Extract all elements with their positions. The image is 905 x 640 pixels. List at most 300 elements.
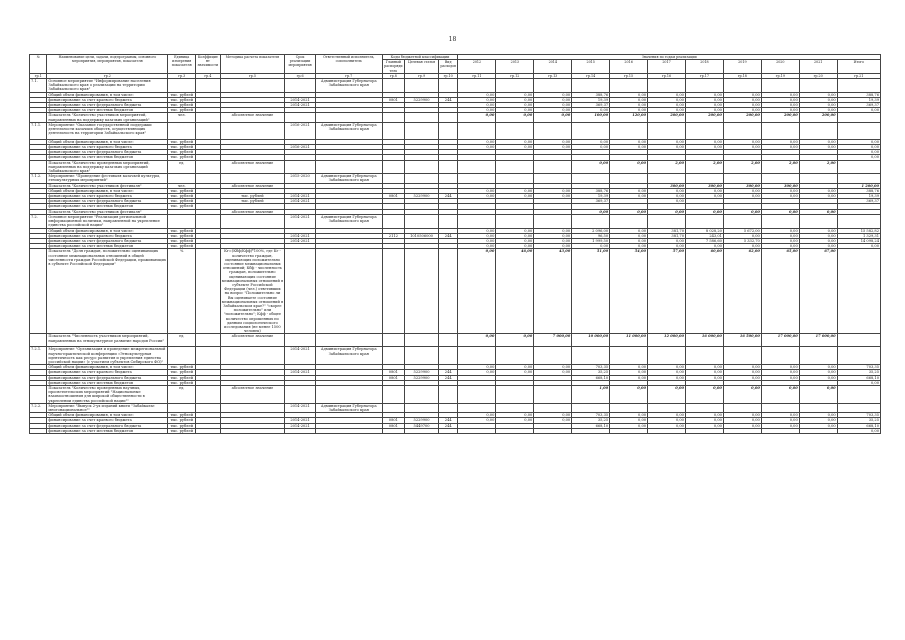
row-year-value bbox=[534, 160, 572, 174]
row-year-value bbox=[496, 347, 534, 365]
row-year-value: 0,00 bbox=[685, 413, 723, 418]
header-year: 2012 bbox=[458, 60, 496, 74]
row-term bbox=[285, 334, 316, 347]
row-year-value: 0,00 bbox=[648, 92, 686, 97]
row-year-value: 0,00 bbox=[648, 418, 686, 423]
row-year-value: 19,39 bbox=[572, 97, 610, 102]
row-admin-code bbox=[382, 403, 405, 412]
table-row bbox=[30, 347, 881, 365]
row-year-value: 0,00 bbox=[496, 103, 534, 108]
row-year-value: 0,00 bbox=[572, 139, 610, 144]
row-year-value: 0,00 bbox=[685, 139, 723, 144]
header-year: 2020 bbox=[761, 60, 799, 74]
row-coef bbox=[196, 428, 221, 433]
row-year-value: 5 672,00 bbox=[723, 228, 761, 233]
row-term: 2014-2021 bbox=[285, 214, 316, 228]
row-method bbox=[220, 347, 285, 365]
row-year-value: 0,00 bbox=[799, 233, 837, 238]
row-total: 0,00 bbox=[837, 155, 880, 160]
row-target-code bbox=[405, 428, 439, 433]
row-year-value: 0,00 bbox=[648, 97, 686, 102]
row-name: Общий объем финансирования, в том числе: bbox=[47, 413, 168, 418]
column-number: гр.1 bbox=[30, 73, 47, 78]
row-year-value: 0,00 bbox=[534, 103, 572, 108]
row-year-value: 0,00 bbox=[761, 238, 799, 243]
row-year-value: 0,00 bbox=[799, 97, 837, 102]
row-year-value: 0,00 bbox=[610, 209, 648, 214]
row-name: финансирование за счет местных бюджетов bbox=[47, 108, 168, 113]
row-year-value: 0,00 bbox=[496, 233, 534, 238]
row-type-code: 244 bbox=[438, 375, 457, 380]
row-year-value: 0,00 bbox=[799, 92, 837, 97]
row-target-code bbox=[405, 113, 439, 122]
row-year-value: 0,00 bbox=[610, 423, 648, 428]
row-unit: тыс. рублей bbox=[168, 375, 196, 380]
row-year-value: 0,00 bbox=[799, 108, 837, 113]
row-year-value: 35,25 bbox=[572, 370, 610, 375]
row-year-value: 51,00 bbox=[572, 249, 610, 334]
row-target-code bbox=[405, 160, 439, 174]
row-year-value: 0,00 bbox=[799, 365, 837, 370]
column-number: гр.12 bbox=[496, 73, 534, 78]
row-year-value: 0,00 bbox=[496, 113, 534, 122]
row-responsible: Администрация Губернатора Забайкальского края bbox=[315, 122, 382, 139]
table-row bbox=[30, 160, 881, 174]
row-target-code bbox=[405, 214, 439, 228]
header-year: 2014 bbox=[534, 60, 572, 74]
row-type-code bbox=[438, 79, 457, 93]
row-year-value: 0,00 bbox=[458, 228, 496, 233]
row-year-value: 0,00 bbox=[761, 188, 799, 193]
row-year-value: 0,00 bbox=[761, 365, 799, 370]
header-year: 2018 bbox=[685, 60, 723, 74]
row-unit: чел. bbox=[168, 183, 196, 188]
row-year-value: 7 000,00 bbox=[534, 334, 572, 347]
row-year-value: 8 028,20 bbox=[685, 228, 723, 233]
row-admin-code bbox=[382, 113, 405, 122]
row-target-code bbox=[405, 174, 439, 183]
row-year-value: 0,00 bbox=[458, 113, 496, 122]
row-year-value: 0,00 bbox=[723, 413, 761, 418]
row-year-value: 0,00 bbox=[648, 244, 686, 249]
row-number: 7.2.1. bbox=[30, 347, 47, 365]
row-admin-code bbox=[382, 122, 405, 139]
row-target-code: 5229900 bbox=[405, 194, 439, 199]
row-total bbox=[837, 113, 880, 122]
row-year-value bbox=[534, 403, 572, 412]
row-unit: тыс. рублей bbox=[168, 155, 196, 160]
row-term: 2014-2021 bbox=[285, 233, 316, 238]
row-year-value: 0,00 bbox=[648, 188, 686, 193]
row-year-value: 0,00 bbox=[458, 334, 496, 347]
row-year-value: 0,00 bbox=[685, 244, 723, 249]
row-year-value: 0,00 bbox=[572, 244, 610, 249]
table-row bbox=[30, 249, 881, 334]
row-target-code bbox=[405, 386, 439, 404]
row-year-value: 0,00 bbox=[610, 375, 648, 380]
row-total bbox=[837, 79, 880, 93]
row-year-value bbox=[496, 174, 534, 183]
row-year-value: 300,00 bbox=[648, 183, 686, 188]
row-admin-code: 0801 bbox=[382, 418, 405, 423]
row-year-value bbox=[761, 347, 799, 365]
row-coef bbox=[196, 403, 221, 412]
row-unit: тыс. рублей bbox=[168, 188, 196, 193]
table-row bbox=[30, 79, 881, 93]
table-row bbox=[30, 122, 881, 139]
row-total: 0,00 bbox=[837, 145, 880, 150]
header-no: № bbox=[30, 55, 47, 74]
row-name: Показатель "Количество участников мероприятий, направленных на поддержку казачьих организаций" bbox=[47, 113, 168, 122]
row-type-code bbox=[438, 334, 457, 347]
row-year-value: 0,00 bbox=[761, 145, 799, 150]
row-year-value: 0,00 bbox=[458, 139, 496, 144]
row-term: 2014-2021 bbox=[285, 347, 316, 365]
row-year-value: 67,00 bbox=[799, 249, 837, 334]
row-year-value: 0,00 bbox=[648, 423, 686, 428]
row-year-value bbox=[572, 174, 610, 183]
row-year-value: 0,00 bbox=[572, 145, 610, 150]
row-year-value: 0,00 bbox=[723, 418, 761, 423]
row-method: абсолютное значение bbox=[220, 183, 285, 188]
row-year-value: 0,00 bbox=[534, 365, 572, 370]
row-year-value: 0,00 bbox=[648, 375, 686, 380]
row-name: финансирование за счет федерального бюджета bbox=[47, 103, 168, 108]
row-year-value bbox=[458, 160, 496, 174]
row-year-value bbox=[572, 122, 610, 139]
row-year-value: 0,00 bbox=[610, 228, 648, 233]
row-year-value: 0,00 bbox=[648, 103, 686, 108]
row-name: финансирование за счет краевого бюджета bbox=[47, 418, 168, 423]
row-year-value: 16 500,00 bbox=[723, 334, 761, 347]
row-year-value: 0,00 bbox=[761, 370, 799, 375]
row-year-value bbox=[610, 174, 648, 183]
row-name: Общий объем финансирования, в том числе: bbox=[47, 139, 168, 144]
row-year-value: 16 000,00 bbox=[685, 334, 723, 347]
row-admin-code: 0801 bbox=[382, 370, 405, 375]
row-total: 15 582,82 bbox=[837, 228, 880, 233]
row-total: 0,00 bbox=[837, 139, 880, 144]
row-year-value bbox=[761, 403, 799, 412]
row-year-value: 0,00 bbox=[458, 108, 496, 113]
row-year-value: 2,00 bbox=[761, 160, 799, 174]
row-year-value: 57,00 bbox=[648, 249, 686, 334]
row-year-value: 0,00 bbox=[761, 103, 799, 108]
row-name: финансирование за счет федерального бюджета bbox=[47, 423, 168, 428]
row-year-value: 243,01 bbox=[685, 233, 723, 238]
row-term: 2014-2021 bbox=[285, 238, 316, 243]
row-year-value bbox=[610, 403, 648, 412]
row-year-value bbox=[799, 174, 837, 183]
row-year-value bbox=[496, 214, 534, 228]
row-year-value: 2,00 bbox=[648, 160, 686, 174]
row-unit: тыс. рублей bbox=[168, 238, 196, 243]
row-number bbox=[30, 428, 47, 433]
row-year-value: 0,00 bbox=[723, 139, 761, 144]
table-row bbox=[30, 403, 881, 412]
row-name: финансирование за счет краевого бюджета bbox=[47, 370, 168, 375]
row-year-value: 7 586,60 bbox=[685, 238, 723, 243]
row-year-value: 0,00 bbox=[458, 145, 496, 150]
row-term: 2016-2021 bbox=[285, 122, 316, 139]
row-year-value: 0,00 bbox=[761, 413, 799, 418]
row-year-value: 369,37 bbox=[572, 199, 610, 204]
row-year-value: 1,00 bbox=[572, 386, 610, 404]
row-year-value: 0,00 bbox=[685, 194, 723, 199]
row-name: Мероприятие "Проведение фестиваля казачьей культуры, этнокультурных мероприятий" bbox=[47, 174, 168, 183]
row-year-value: 0,00 bbox=[534, 194, 572, 199]
row-unit: чел. bbox=[168, 113, 196, 122]
row-year-value bbox=[799, 214, 837, 228]
row-name: финансирование за счет краевого бюджета bbox=[47, 194, 168, 199]
row-year-value bbox=[799, 403, 837, 412]
row-coef bbox=[196, 386, 221, 404]
row-year-value: 19,39 bbox=[572, 194, 610, 199]
row-coef bbox=[196, 113, 221, 122]
row-year-value: 0,00 bbox=[723, 233, 761, 238]
row-year-value: 0,00 bbox=[648, 413, 686, 418]
row-total bbox=[837, 214, 880, 228]
row-method: тыс. рублей bbox=[220, 199, 285, 204]
row-year-value: 0,00 bbox=[723, 386, 761, 404]
row-year-value: 12 000,00 bbox=[648, 334, 686, 347]
row-unit: тыс. рублей bbox=[168, 228, 196, 233]
row-year-value: 5 332,70 bbox=[723, 238, 761, 243]
row-year-value: 0,00 bbox=[685, 108, 723, 113]
row-responsible: Администрация Губернатора Забайкальского края bbox=[315, 214, 382, 228]
row-name: Показатель "Количество проведенных научных, просветительских мероприятий "Национальные взаимоотношения для широкой общественности в укреплении единства российской нации"" bbox=[47, 386, 168, 404]
row-year-value: 0,00 bbox=[458, 188, 496, 193]
row-year-value: 200,00 bbox=[685, 113, 723, 122]
row-unit: тыс. рублей bbox=[168, 150, 196, 155]
row-year-value: 200,00 bbox=[648, 113, 686, 122]
row-unit: тыс. рублей bbox=[168, 145, 196, 150]
row-name: Общий объем финансирования, в том числе: bbox=[47, 228, 168, 233]
row-year-value: 10 000,00 bbox=[572, 334, 610, 347]
header-year: 2013 bbox=[496, 60, 534, 74]
row-year-value: 0,00 bbox=[534, 244, 572, 249]
row-responsible bbox=[315, 249, 382, 334]
row-year-value bbox=[610, 122, 648, 139]
row-year-value: 0,00 bbox=[685, 209, 723, 214]
row-year-value: 300,00 bbox=[723, 183, 761, 188]
row-term bbox=[285, 79, 316, 93]
row-unit bbox=[168, 79, 196, 93]
row-year-value bbox=[648, 403, 686, 412]
row-total: 14 098,24 bbox=[837, 238, 880, 243]
row-year-value: 0,00 bbox=[799, 194, 837, 199]
row-type-code: 244 bbox=[438, 233, 457, 238]
header-method: Методика расчета показателя bbox=[220, 55, 285, 74]
row-year-value: 0,00 bbox=[685, 103, 723, 108]
row-year-value: 0,00 bbox=[534, 418, 572, 423]
row-year-value: 0,00 bbox=[723, 375, 761, 380]
row-year-value: 17 000,00 bbox=[799, 334, 837, 347]
header-resp: Ответственный исполнитель, соисполнитель bbox=[315, 55, 382, 74]
header-year: 2016 bbox=[610, 60, 648, 74]
row-term: 2015-2020 bbox=[285, 174, 316, 183]
row-year-value: 0,00 bbox=[685, 365, 723, 370]
row-year-value: 0,00 bbox=[496, 244, 534, 249]
row-year-value: 0,00 bbox=[534, 188, 572, 193]
row-admin-code bbox=[382, 428, 405, 433]
row-name: Показатель "Количество проведенных мероприятий, направленных на поддержку казачьих организаций Забайкальского края" bbox=[47, 160, 168, 174]
row-year-value bbox=[723, 347, 761, 365]
row-year-value: 0,00 bbox=[610, 244, 648, 249]
row-year-value bbox=[685, 79, 723, 93]
row-year-value: 381,70 bbox=[648, 233, 686, 238]
row-term: 2014-2021 bbox=[285, 403, 316, 412]
row-year-value bbox=[534, 174, 572, 183]
row-coef bbox=[196, 214, 221, 228]
row-year-value bbox=[572, 214, 610, 228]
row-year-value: 0,00 bbox=[496, 334, 534, 347]
row-year-value: 0,00 bbox=[761, 244, 799, 249]
row-type-code bbox=[438, 347, 457, 365]
row-year-value: 0,00 bbox=[572, 209, 610, 214]
row-name: Мероприятие "Организация и проведение межрегиональной научно-практической конференции «Этнокультурная идентичность как ресурс развития и укрепления единства российской нации» (с участием субъектов Сибирского ФО)" bbox=[47, 347, 168, 365]
row-term: 2014-2021 bbox=[285, 199, 316, 204]
row-year-value: 0,00 bbox=[496, 97, 534, 102]
row-unit: тыс. рублей bbox=[168, 365, 196, 370]
row-year-value: 0,00 bbox=[458, 238, 496, 243]
row-year-value: 0,00 bbox=[799, 418, 837, 423]
row-year-value: 0,00 bbox=[534, 238, 572, 243]
row-year-value: 0,00 bbox=[723, 370, 761, 375]
row-year-value bbox=[610, 214, 648, 228]
row-unit bbox=[168, 122, 196, 139]
row-year-value: 0,00 bbox=[458, 233, 496, 238]
row-year-value bbox=[723, 428, 761, 433]
row-type-code: 244 bbox=[438, 97, 457, 102]
row-year-value: 0,00 bbox=[496, 108, 534, 113]
row-year-value: 0,00 bbox=[761, 209, 799, 214]
row-year-value bbox=[761, 122, 799, 139]
row-year-value: 65,00 bbox=[761, 249, 799, 334]
header-total: Итого bbox=[837, 60, 880, 74]
row-year-value: 0,00 bbox=[458, 413, 496, 418]
row-year-value bbox=[648, 174, 686, 183]
row-year-value: 0,00 bbox=[458, 365, 496, 370]
table-row bbox=[30, 113, 881, 122]
header-budget-group: Коды бюджетной классификации bbox=[382, 55, 458, 60]
row-year-value: 0,00 bbox=[761, 228, 799, 233]
row-year-value: 0,00 bbox=[610, 233, 648, 238]
row-total bbox=[837, 249, 880, 334]
row-year-value bbox=[799, 428, 837, 433]
row-year-value bbox=[572, 428, 610, 433]
row-name: Показатель "Доля граждан, положительно оценивающих состояние межнациональных отношений в общей численности граждан Российской Федерации, проживающих в субъекте Российской Федерации" bbox=[47, 249, 168, 334]
row-coef bbox=[196, 79, 221, 93]
row-number: 7.1. bbox=[30, 79, 47, 93]
row-year-value: 0,00 bbox=[496, 413, 534, 418]
row-year-value: 0,00 bbox=[685, 386, 723, 404]
row-year-value bbox=[496, 79, 534, 93]
header-type: Вид расходов bbox=[438, 60, 457, 74]
row-year-value: 200,00 bbox=[761, 113, 799, 122]
row-year-value bbox=[648, 79, 686, 93]
row-year-value: 0,00 bbox=[496, 370, 534, 375]
column-number: гр.13 bbox=[534, 73, 572, 78]
row-year-value: 17 000,00 bbox=[761, 334, 799, 347]
row-year-value bbox=[458, 428, 496, 433]
row-number bbox=[30, 386, 47, 404]
row-method bbox=[220, 214, 285, 228]
row-year-value: 0,00 bbox=[458, 92, 496, 97]
row-year-value: 0,00 bbox=[723, 365, 761, 370]
row-name: Общий объем финансирования, в том числе: bbox=[47, 92, 168, 97]
row-year-value: 0,00 bbox=[458, 249, 496, 334]
row-year-value: 0,00 bbox=[799, 386, 837, 404]
row-year-value: 0,00 bbox=[761, 92, 799, 97]
row-admin-code: 0801 bbox=[382, 375, 405, 380]
row-year-value: 0,00 bbox=[723, 103, 761, 108]
row-year-value: 0,00 bbox=[496, 365, 534, 370]
row-admin-code bbox=[382, 334, 405, 347]
row-year-value: 0,00 bbox=[723, 92, 761, 97]
row-unit: ед. bbox=[168, 386, 196, 404]
column-number: гр.8 bbox=[382, 73, 405, 78]
row-total: 0,00 bbox=[837, 150, 880, 155]
row-year-value: 300,00 bbox=[761, 183, 799, 188]
row-unit: тыс. рублей bbox=[168, 413, 196, 418]
row-type-code bbox=[438, 214, 457, 228]
row-year-value: 0,00 bbox=[799, 103, 837, 108]
row-target-code bbox=[405, 249, 439, 334]
table-row bbox=[30, 334, 881, 347]
row-year-value bbox=[458, 214, 496, 228]
row-year-value: 0,00 bbox=[610, 386, 648, 404]
row-responsible bbox=[315, 334, 382, 347]
row-total: 19,39 bbox=[837, 194, 880, 199]
column-number: гр.5 bbox=[220, 73, 285, 78]
row-year-value: 0,00 bbox=[648, 386, 686, 404]
row-year-value bbox=[723, 403, 761, 412]
row-year-value: 0,00 bbox=[761, 233, 799, 238]
header-year: 2019 bbox=[723, 60, 761, 74]
row-year-value bbox=[761, 428, 799, 433]
row-term bbox=[285, 386, 316, 404]
row-year-value bbox=[761, 214, 799, 228]
row-unit: % bbox=[168, 249, 196, 334]
row-year-value: 0,00 bbox=[610, 370, 648, 375]
row-year-value bbox=[799, 122, 837, 139]
column-number: гр.3 bbox=[168, 73, 196, 78]
row-year-value bbox=[496, 160, 534, 174]
row-unit: тыс. рублей bbox=[168, 418, 196, 423]
row-total: 703,35 bbox=[837, 413, 880, 418]
column-number: гр.18 bbox=[723, 73, 761, 78]
row-year-value: 96,50 bbox=[572, 233, 610, 238]
row-term bbox=[285, 113, 316, 122]
row-unit bbox=[168, 403, 196, 412]
row-type-code bbox=[438, 403, 457, 412]
row-year-value: 388,76 bbox=[572, 92, 610, 97]
row-method: абсолютное значение bbox=[220, 113, 285, 122]
row-year-value: 100,00 bbox=[572, 113, 610, 122]
column-number: гр.7 bbox=[315, 73, 382, 78]
row-name: Показатель "Количество участников фестиваля" bbox=[47, 209, 168, 214]
row-year-value bbox=[458, 403, 496, 412]
row-year-value: 0,00 bbox=[648, 370, 686, 375]
row-year-value bbox=[496, 403, 534, 412]
row-unit: тыс. рублей bbox=[168, 139, 196, 144]
row-type-code bbox=[438, 249, 457, 334]
row-year-value bbox=[685, 214, 723, 228]
row-total: 1 329,31 bbox=[837, 233, 880, 238]
row-term: 2014-2021 bbox=[285, 97, 316, 102]
row-year-value: 0,00 bbox=[534, 97, 572, 102]
